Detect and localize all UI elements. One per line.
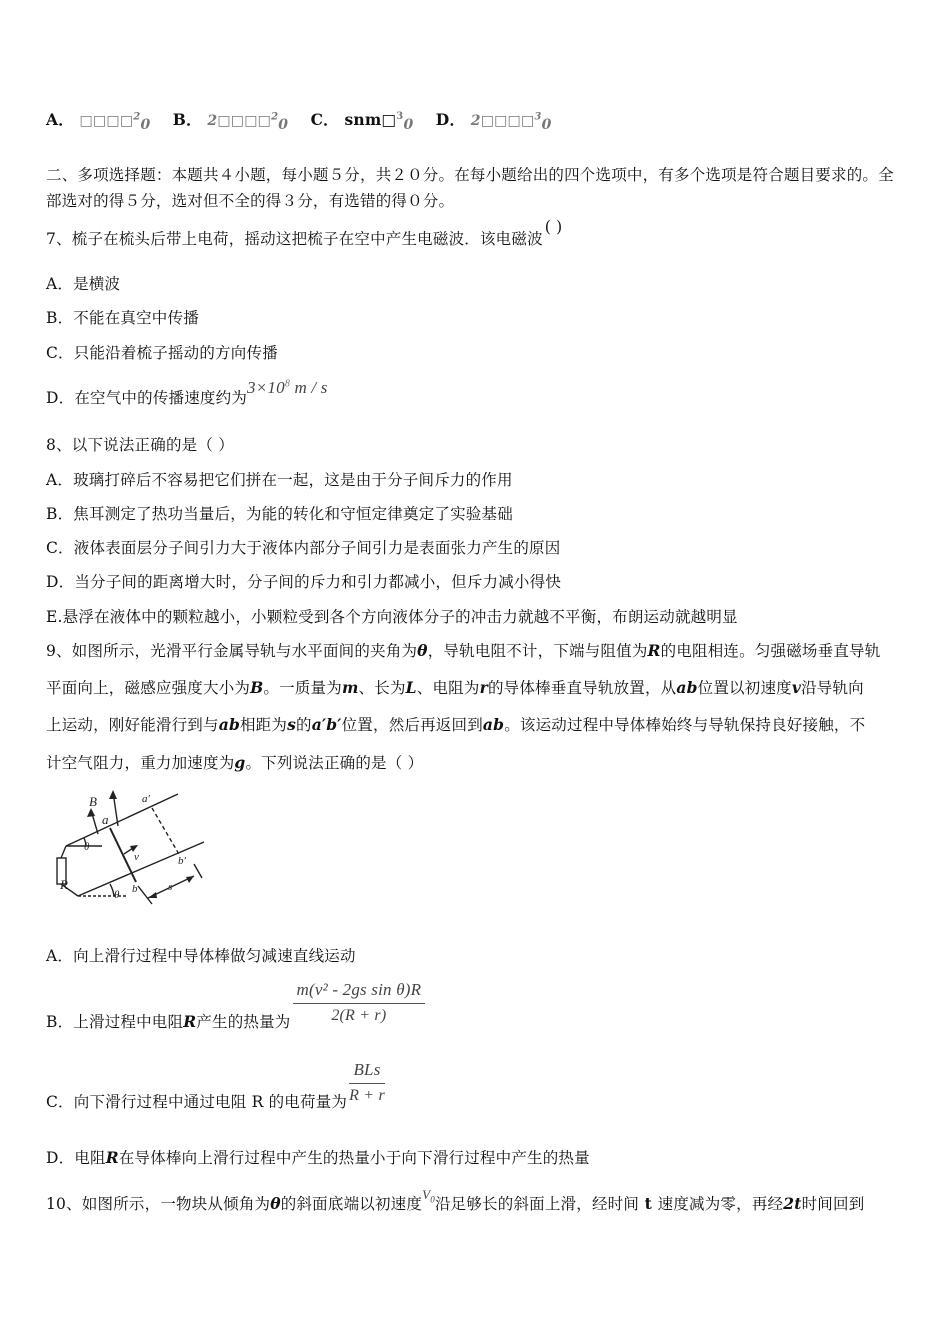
lower-rail [78,842,204,896]
option-c-formula: snm□$^3_0$ [344,110,414,134]
q9-line1: 9、如图所示，光滑平行金属导轨与水平面间的夹角为θ，导轨电阻不计，下端与阻值为R的电阻相连。匀强磁场垂直导轨 [46,641,881,660]
fig-label-R: R [60,877,68,892]
q7-option-a: A．是横波 [46,275,121,293]
fig-label-theta-bottom: θ [114,889,120,901]
q7-option-d: D．在空气中的传播速度约为$3\times 10^8$ m / s [46,378,328,407]
q6-options [46,108,552,133]
q9-line2: 平面向上，磁感应强度大小为B。一质量为m、长为L、电阻为r的导体棒垂直导轨放置，从ab位置以初速度v沿导轨向 [46,678,864,697]
fig-label-B: B [89,794,97,809]
fig-label-b: b [132,883,138,895]
q8-option-a: A．玻璃打碎后不容易把它们拼在一起，这是由于分子间斥力的作用 [46,471,513,489]
q8-option-c: C．液体表面层分子间引力大于液体内部分子间引力是表面张力产生的原因 [46,539,561,557]
conductor-rod [110,828,136,882]
fig-label-a-prime: a′ [142,793,150,805]
fig-label-b-prime: b′ [178,855,186,867]
q10-line1: 10、如图所示，一物块从倾角为θ的斜面底端以初速度$^{V_0}$沿足够长的斜面上滑，经时间 t 速度减为零，再经2t时间回到 [46,1187,865,1213]
q8-option-b: B．焦耳测定了热功当量后，为能的转化和守恒定律奠定了实验基础 [46,505,513,523]
q9-option-a: A．向上滑行过程中导体棒做匀减速直线运动 [46,947,356,965]
q8-stem: 8、以下说法正确的是（ ） [46,436,234,454]
q7-stem: 7、梳子在梳头后带上电荷，摇动这把梳子在空中产生电磁波．该电磁波( ) [46,218,563,248]
dashed-rod-position [152,808,180,856]
option-d-formula: 2□□□□$^3_0$ [470,111,552,133]
fig-label-v: v [134,851,139,863]
option-a-formula: □□□□$^2_0$ [79,111,151,133]
q9-incline-rail-figure [56,786,216,908]
q9-line3: 上运动，刚好能滑行到与ab相距为s的a′b′位置，然后再返回到ab。该运动过程中导体棒始终与导轨保持良好接触，不 [46,715,866,734]
option-b-label: B． [172,110,202,129]
option-a-label: A． [46,110,74,129]
q7-option-b: B．不能在真空中传播 [46,309,199,327]
q7-option-c: C．只能沿着梳子摇动的方向传播 [46,344,278,362]
q9-line4: 计空气阻力，重力加速度为g。下列说法正确的是（ ） [46,753,424,772]
q8-option-e: E.悬浮在液体中的颗粒越小，小颗粒受到各个方向液体分子的冲击力就越不平衡，布朗运动就越明显 [46,608,738,626]
option-b-formula: 2□□□□$^2_0$ [207,111,289,133]
option-c-label: C． [310,110,339,129]
option-d-label: D． [435,110,466,129]
q9-option-d: D．电阻R在导体棒向上滑行过程中产生的热量小于向下滑行过程中产生的热量 [46,1148,590,1167]
q8-option-d: D．当分子间的距离增大时，分子间的斥力和引力都减小，但斥力减小得快 [46,573,562,591]
section2-line1: 二、多项选择题：本题共４小题，每小题５分，共２０分。在每小题给出的四个选项中，有多个选项是符合题目要求的。全 [46,166,894,184]
upper-rail [66,794,178,846]
section2-line2: 部选对的得５分，选对但不全的得３分，有选错的得０分。 [46,192,455,210]
q9-option-b: B．上滑过程中电阻R产生的热量为 $\frac{\text{m(v² - 2gs sin θ)R}}{2(R + r)}$ [46,980,425,1025]
fig-label-theta-top: θ [84,841,90,853]
q9-option-c: C．向下滑行过程中通过电阻 R 的电荷量为 $\frac{\text{BLs}}{R + r}$ [46,1060,385,1111]
fig-label-a: a [102,812,109,827]
fig-label-s: s [168,881,173,893]
